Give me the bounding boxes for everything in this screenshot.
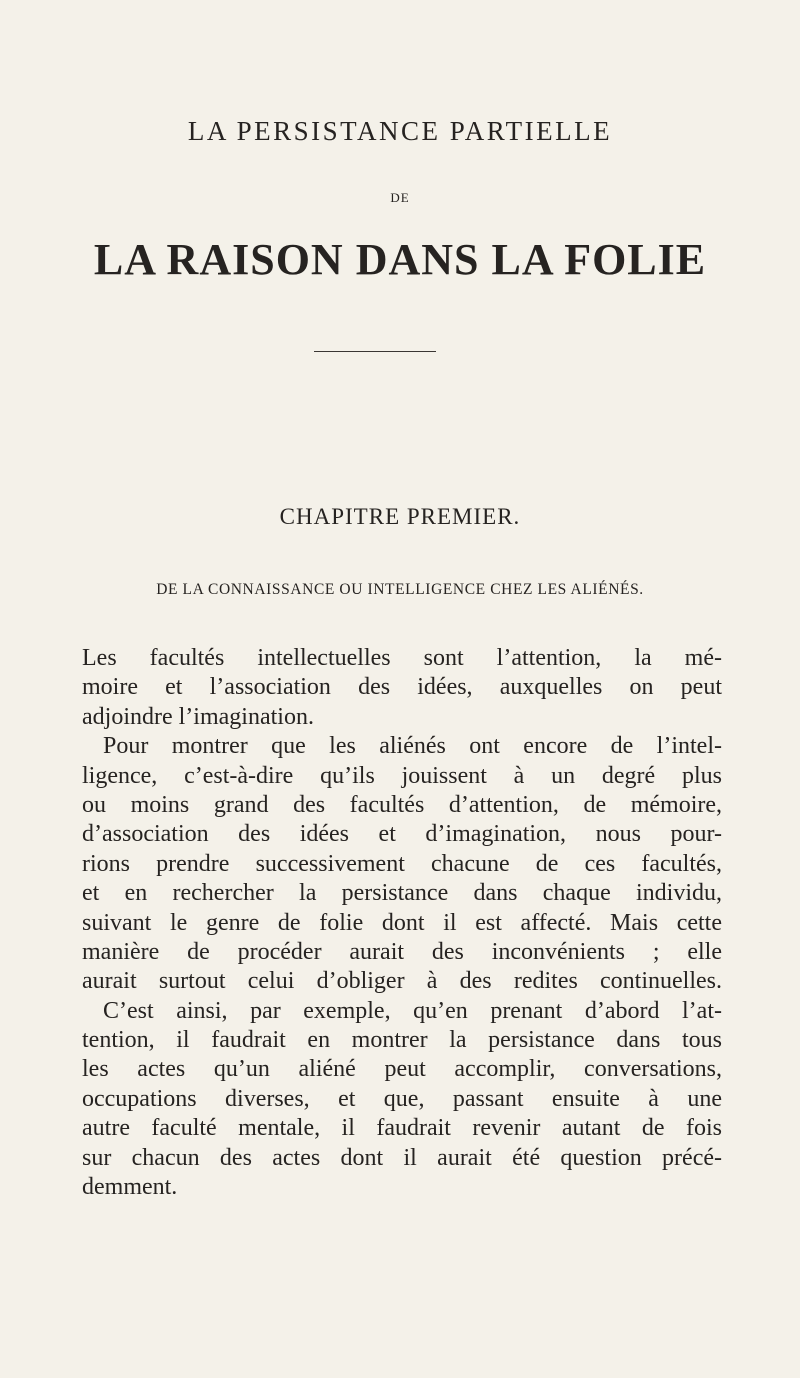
- text-line: Pour montrer que les aliénés ont encore de l’intel-: [103, 733, 722, 760]
- text-line: sur chacun des actes dont il aurait été question précé-: [82, 1144, 722, 1171]
- title-divider-rule: [314, 351, 436, 352]
- text-line: suivant le genre de folie dont il est affecté. Mais cette: [82, 909, 722, 936]
- text-line: demment.: [82, 1174, 178, 1201]
- text-line: occupations diverses, et que, passant ensuite à une: [82, 1085, 722, 1112]
- text-line: adjoindre l’imagination.: [82, 703, 314, 730]
- text-line: manière de procéder aurait des inconvénients ; elle: [82, 938, 722, 965]
- text-line: les actes qu’un aliéné peut accomplir, conversations,: [82, 1056, 722, 1083]
- chapter-subheading: DE LA CONNAISSANCE OU INTELLIGENCE CHEZ LES ALIÉNÉS.: [156, 581, 644, 598]
- text-line: rions prendre successivement chacune de ces facultés,: [82, 850, 722, 877]
- title-top: LA PERSISTANCE PARTIELLE: [187, 116, 613, 146]
- title-connector: DE: [390, 190, 410, 205]
- main-title: LA RAISON DANS LA FOLIE: [93, 235, 707, 284]
- text-line: d’association des idées et d’imagination, nous pour-: [82, 821, 722, 848]
- chapter-heading: CHAPITRE PREMIER.: [279, 504, 521, 529]
- text-line: tention, il faudrait en montrer la persistance dans tous: [82, 1027, 722, 1054]
- text-line: C’est ainsi, par exemple, qu’en prenant d’abord l’at-: [103, 997, 722, 1024]
- text-line: ligence, c’est-à-dire qu’ils jouissent à un degré plus: [82, 762, 722, 789]
- text-line: aurait surtout celui d’obliger à des redites continuelles.: [82, 968, 722, 995]
- text-line: moire et l’association des idées, auxquelles on peut: [82, 674, 722, 701]
- text-line: ou moins grand des facultés d’attention, de mémoire,: [82, 791, 722, 818]
- body-text: [82, 644, 722, 1202]
- text-line: autre faculté mentale, il faudrait revenir autant de fois: [82, 1115, 722, 1142]
- text-line: et en rechercher la persistance dans chaque individu,: [82, 880, 722, 907]
- text-line: Les facultés intellectuelles sont l’attention, la mé-: [82, 645, 722, 671]
